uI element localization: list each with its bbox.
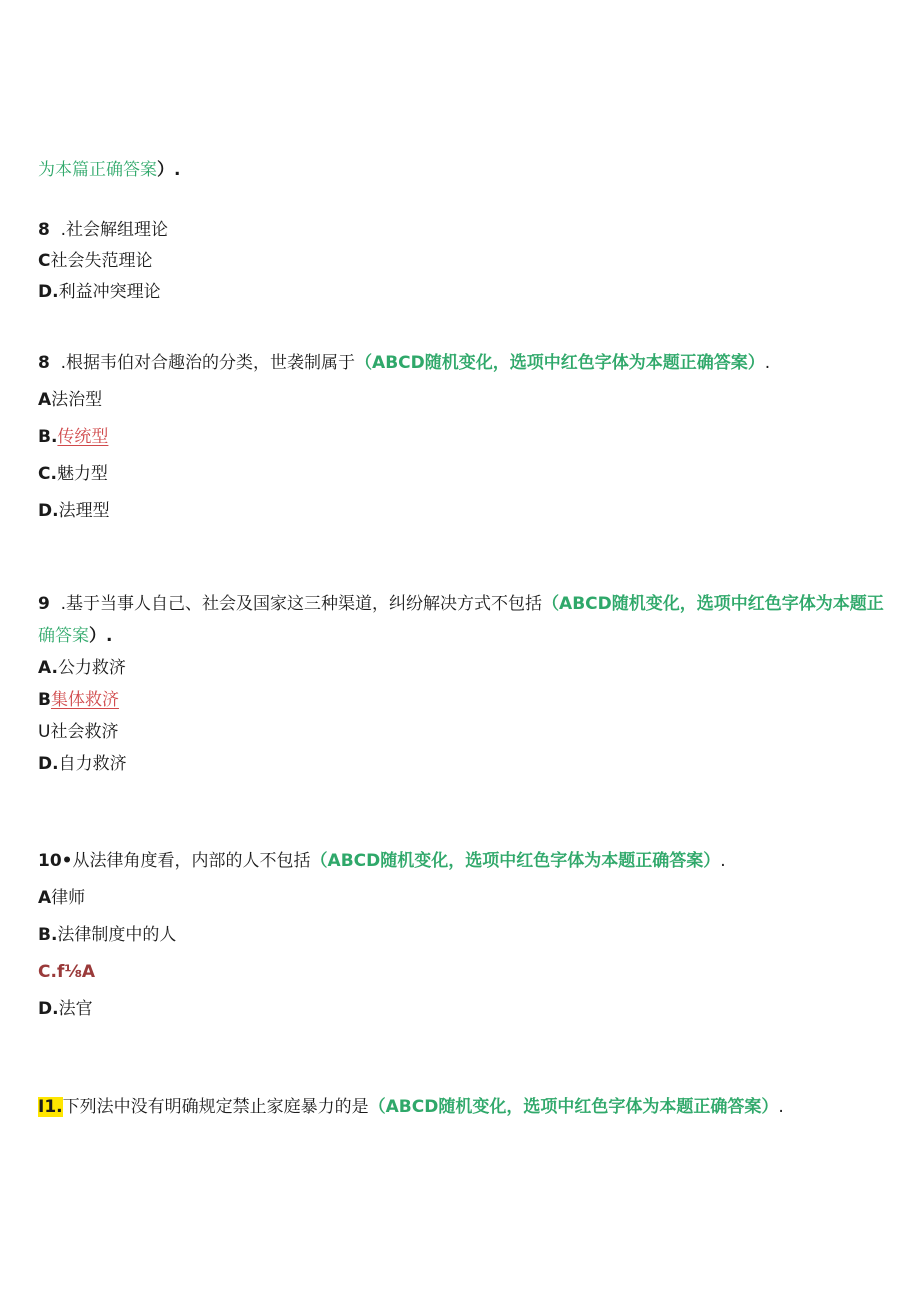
option-key: D. xyxy=(38,999,59,1019)
option-key: D. xyxy=(38,754,59,774)
option-key: B. xyxy=(38,427,58,447)
option-key: U xyxy=(38,722,51,742)
question-8 xyxy=(38,351,770,375)
option-key: A xyxy=(38,888,52,908)
option-text: 社会失范理论 xyxy=(50,251,153,271)
option-c-correct xyxy=(38,960,95,984)
question-text: .基于当事人自己、社会及国家这三种渠道，纠纷解决方式不包括 xyxy=(60,594,543,614)
lead-close: ）. xyxy=(157,160,181,180)
option-key: D. xyxy=(38,501,59,521)
option-text: 集体救济 xyxy=(50,690,119,710)
question-hint: （ABCD随机变化，选项中红色字体为本题正确答案） xyxy=(368,1097,779,1117)
option-key: C xyxy=(38,251,51,271)
option-b-correct xyxy=(38,425,108,449)
option-a xyxy=(38,388,102,412)
option-d xyxy=(38,280,161,304)
lead-line xyxy=(38,158,180,182)
option-key: A. xyxy=(38,658,58,678)
question-end: . xyxy=(778,1097,784,1117)
option-a xyxy=(38,886,85,910)
option-text: 传统型 xyxy=(57,427,109,447)
option-text: 魅力型 xyxy=(56,464,108,484)
question-9 xyxy=(38,592,884,616)
option-b xyxy=(38,923,176,947)
question-hint-continued: 确答案 xyxy=(38,626,89,646)
question-number: 8 xyxy=(38,353,50,373)
option-key: C. xyxy=(38,962,57,982)
option-key: B xyxy=(38,690,51,710)
question-9-continued xyxy=(38,624,112,648)
option-d xyxy=(38,997,93,1021)
option-c xyxy=(38,249,152,273)
question-hint: （ABCD随机变化，选项中红色字体为本题正确答案） xyxy=(355,353,765,373)
question-11 xyxy=(38,1095,784,1119)
question-end: ）. xyxy=(89,626,113,646)
question-text: .根据韦伯对合趣治的分类，世袭制属于 xyxy=(60,353,356,373)
option-text: 自力救济 xyxy=(58,754,127,774)
option-text: 法律制度中的人 xyxy=(57,925,177,945)
option-key: A xyxy=(38,390,52,410)
option-key: C. xyxy=(38,464,57,484)
option-d xyxy=(38,499,110,523)
question-number: 8 xyxy=(38,220,50,240)
question-number-highlighted: I1. xyxy=(38,1097,63,1117)
question-text: .社会解组理论 xyxy=(60,220,169,240)
question-text: 下列法中没有明确规定禁止家庭暴力的是 xyxy=(62,1097,369,1117)
option-text: 社会救济 xyxy=(50,722,119,742)
option-text: 利益冲突理论 xyxy=(58,282,161,302)
question-hint: （ABCD随机变化，选项中红色字体为本题正 xyxy=(542,594,884,614)
option-key: B. xyxy=(38,925,58,945)
question-end: . xyxy=(764,353,771,373)
option-a xyxy=(38,656,126,680)
question-hint: （ABCD随机变化，选项中红色字体为本题正确答案） xyxy=(310,851,721,871)
question-number: 9 xyxy=(38,594,50,614)
question-text: 从法律角度看，内部的人不包括 xyxy=(72,851,311,871)
option-text: 法治型 xyxy=(51,390,103,410)
option-c xyxy=(38,462,108,486)
option-key: D. xyxy=(38,282,59,302)
option-text: 法官 xyxy=(58,999,93,1019)
option-text: 律师 xyxy=(51,888,86,908)
option-c xyxy=(38,720,118,744)
option-text: 法理型 xyxy=(58,501,110,521)
option-text: 公力救济 xyxy=(57,658,126,678)
option-d xyxy=(38,752,127,776)
question-10 xyxy=(38,849,726,873)
lead-text: 为本篇正确答案 xyxy=(38,160,157,180)
question-end: . xyxy=(720,851,726,871)
question-number: 10• xyxy=(38,851,73,871)
option-text: f⅛A xyxy=(56,962,96,982)
block-a-question xyxy=(38,218,168,242)
option-b-correct xyxy=(38,688,119,712)
